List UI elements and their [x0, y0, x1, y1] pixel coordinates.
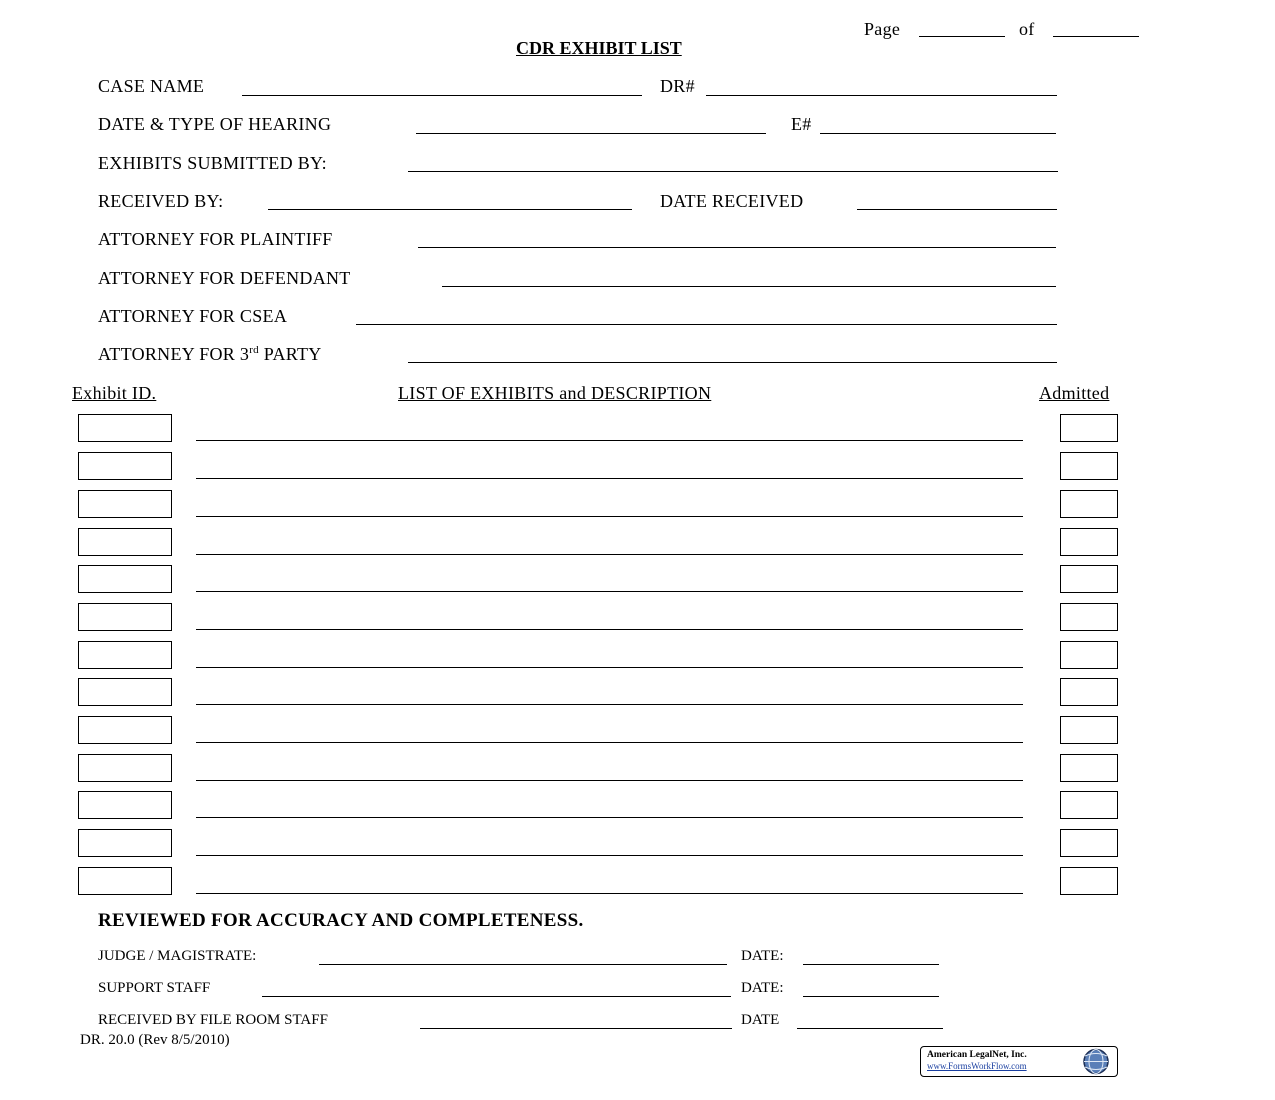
exhibit-id-box[interactable]	[78, 754, 172, 782]
exhibit-description-line[interactable]	[196, 591, 1023, 592]
exhibit-description-line[interactable]	[196, 780, 1023, 781]
exhibit-description-line[interactable]	[196, 742, 1023, 743]
exhibit-description-line[interactable]	[196, 855, 1023, 856]
admitted-checkbox[interactable]	[1060, 641, 1118, 669]
admitted-checkbox[interactable]	[1060, 754, 1118, 782]
admitted-checkbox[interactable]	[1060, 678, 1118, 706]
col-admitted: Admitted	[1039, 383, 1110, 403]
case-name-label: CASE NAME	[98, 76, 205, 96]
american-legalnet-logo[interactable]	[920, 1046, 1118, 1077]
exhibit-id-box[interactable]	[78, 414, 172, 442]
exhibit-description-line[interactable]	[196, 667, 1023, 668]
exhibit-id-box[interactable]	[78, 565, 172, 593]
admitted-checkbox[interactable]	[1060, 829, 1118, 857]
attorney-plaintiff-field[interactable]	[418, 247, 1056, 248]
exhibit-description-line[interactable]	[196, 554, 1023, 555]
exhibits-submitted-field[interactable]	[408, 171, 1058, 172]
exhibit-description-line[interactable]	[196, 516, 1023, 517]
date-received-field[interactable]	[857, 209, 1057, 210]
exhibit-id-box[interactable]	[78, 641, 172, 669]
received-by-field[interactable]	[268, 209, 632, 210]
admitted-checkbox[interactable]	[1060, 414, 1118, 442]
page-label: Page	[864, 19, 901, 39]
attorney-defendant-field[interactable]	[442, 286, 1056, 287]
case-name-field[interactable]	[242, 95, 642, 96]
admitted-checkbox[interactable]	[1060, 791, 1118, 819]
attorney-plaintiff-label: ATTORNEY FOR PLAINTIFF	[98, 229, 333, 249]
attorney-third-party-field[interactable]	[408, 362, 1057, 363]
exhibit-id-box[interactable]	[78, 829, 172, 857]
exhibit-id-box[interactable]	[78, 603, 172, 631]
exhibit-id-box[interactable]	[78, 490, 172, 518]
hearing-label: DATE & TYPE OF HEARING	[98, 114, 332, 134]
review-heading: REVIEWED FOR ACCURACY AND COMPLETENESS.	[98, 910, 584, 931]
admitted-checkbox[interactable]	[1060, 452, 1118, 480]
e-number-field[interactable]	[820, 133, 1056, 134]
exhibit-id-box[interactable]	[78, 867, 172, 895]
page-total-field[interactable]	[1053, 36, 1139, 37]
admitted-checkbox[interactable]	[1060, 490, 1118, 518]
support-staff-date-label: DATE:	[741, 980, 784, 996]
exhibit-description-line[interactable]	[196, 440, 1023, 441]
judge-date-label: DATE:	[741, 948, 784, 964]
exhibits-submitted-label: EXHIBITS SUBMITTED BY:	[98, 153, 327, 173]
exhibit-id-box[interactable]	[78, 678, 172, 706]
exhibit-id-box[interactable]	[78, 791, 172, 819]
admitted-checkbox[interactable]	[1060, 603, 1118, 631]
exhibit-description-line[interactable]	[196, 629, 1023, 630]
exhibit-description-line[interactable]	[196, 817, 1023, 818]
col-description: LIST OF EXHIBITS and DESCRIPTION	[398, 383, 712, 403]
attorney-defendant-label: ATTORNEY FOR DEFENDANT	[98, 268, 351, 288]
received-by-label: RECEIVED BY:	[98, 191, 224, 211]
file-room-date-field[interactable]	[797, 1028, 943, 1029]
support-staff-date-field[interactable]	[803, 996, 939, 997]
globe-icon	[1081, 1048, 1111, 1075]
attorney-csea-label: ATTORNEY FOR CSEA	[98, 306, 288, 326]
form-id: DR. 20.0 (Rev 8/5/2010)	[80, 1032, 230, 1048]
admitted-checkbox[interactable]	[1060, 867, 1118, 895]
hearing-field[interactable]	[416, 133, 766, 134]
dr-number-field[interactable]	[706, 95, 1057, 96]
attorney-third-party-label: ATTORNEY FOR 3rd PARTY	[98, 344, 322, 364]
exhibit-description-line[interactable]	[196, 704, 1023, 705]
file-room-label: RECEIVED BY FILE ROOM STAFF	[98, 1012, 328, 1028]
admitted-checkbox[interactable]	[1060, 565, 1118, 593]
dr-number-label: DR#	[660, 76, 695, 96]
exhibit-id-box[interactable]	[78, 528, 172, 556]
file-room-date-label: DATE	[741, 1012, 780, 1028]
attorney-csea-field[interactable]	[356, 324, 1057, 325]
page-number-field[interactable]	[919, 36, 1005, 37]
admitted-checkbox[interactable]	[1060, 528, 1118, 556]
e-number-label: E#	[791, 114, 812, 134]
judge-signature-field[interactable]	[319, 964, 727, 965]
file-room-field[interactable]	[420, 1028, 732, 1029]
logo-company: American LegalNet, Inc.	[927, 1050, 1027, 1060]
support-staff-label: SUPPORT STAFF	[98, 980, 211, 996]
support-staff-field[interactable]	[262, 996, 731, 997]
exhibit-description-line[interactable]	[196, 893, 1023, 894]
logo-url[interactable]: www.FormsWorkFlow.com	[927, 1061, 1027, 1071]
col-exhibit-id: Exhibit ID.	[72, 383, 157, 403]
exhibit-id-box[interactable]	[78, 452, 172, 480]
judge-date-field[interactable]	[803, 964, 939, 965]
date-received-label: DATE RECEIVED	[660, 191, 804, 211]
exhibit-id-box[interactable]	[78, 716, 172, 744]
exhibit-description-line[interactable]	[196, 478, 1023, 479]
of-label: of	[1019, 19, 1035, 39]
judge-label: JUDGE / MAGISTRATE:	[98, 948, 257, 964]
admitted-checkbox[interactable]	[1060, 716, 1118, 744]
form-title: CDR EXHIBIT LIST	[516, 38, 682, 58]
